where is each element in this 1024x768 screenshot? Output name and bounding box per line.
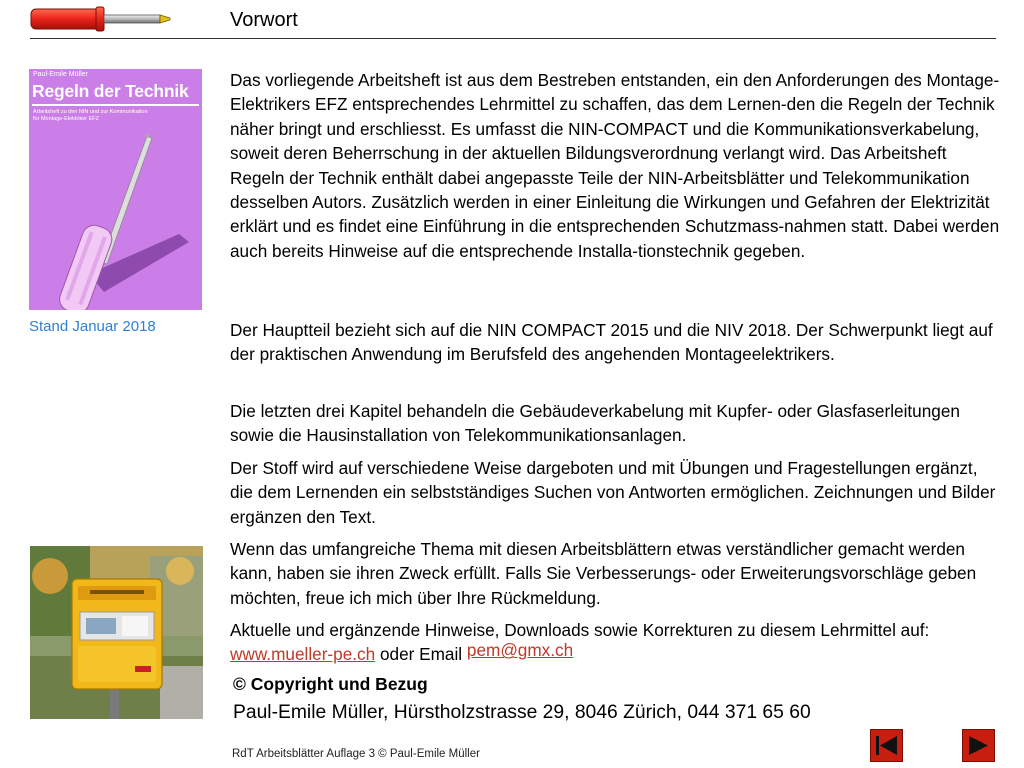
cover-subtitle-line1: Arbeitsheft zu den NIN und zur Kommunikation <box>33 109 148 115</box>
next-page-button[interactable] <box>962 729 995 762</box>
footer-text: RdT Arbeitsblätter Auflage 3 © Paul-Emile Müller <box>232 748 480 760</box>
copyright-heading: © Copyright und Bezug <box>233 674 428 694</box>
cover-screwdriver-icon <box>29 124 202 310</box>
paragraph-downloads <box>230 618 1000 667</box>
first-page-button[interactable] <box>870 729 903 762</box>
stand-date-label: Stand Januar 2018 <box>29 318 156 335</box>
paragraph-intro: Das vorliegende Arbeitsheft ist aus dem Bestreben entstanden, ein den Anforderungen des Montage-Elektrikers EFZ entsprechendes Lehrmittel zu schaffen, das dem Lernen-den die Regeln der Technik näher bringt und erschliesst. Es umfasst die NIN-COMPACT und die Kommunikationsverkabelung, soweit deren Beherrschung in der aktuellen Bildungsverordnung verlangt wird. Das Arbeitsheft Regeln der Technik enthält dabei angepasste Teile der NIN-Arbeitsblätter und Telekommunikation desselben Autors. Zusätzlich werden in einer Einleitung die Wirkungen und Gefahren der Elektrizität erklärt und es findet eine Einführung in die entsprechenden Schutzmass-nahmen statt. Dabei werden auch bereits Hinweise auf die entsprechende Installa-tionstechnik gegeben. <box>230 70 1000 261</box>
first-page-icon <box>870 729 903 762</box>
paragraph-main-part: Der Hauptteil bezieht sich auf die NIN COMPACT 2015 und die NIV 2018. Der Schwerpunkt liegt auf der praktischen Anwendung im Berufsfeld des angehenden Montageelektrikers. <box>230 320 993 365</box>
paragraph-feedback: Wenn das umfangreiche Thema mit diesen Arbeitsblättern etwas verständlicher gemacht werden kann, haben sie ihren Zweck erfüllt. Falls Sie Verbesserungs- oder Erweiterungsvorschläge geben möchten, freue ich mich über Ihre Rückmeldung. <box>230 539 977 608</box>
website-link[interactable]: www.mueller-pe.ch <box>230 644 376 665</box>
screwdriver-icon <box>30 6 172 32</box>
cover-subtitle <box>33 109 198 123</box>
email-link[interactable]: pem@gmx.ch <box>466 640 574 661</box>
paragraph-material: Der Stoff wird auf verschiedene Weise dargeboten und mit Übungen und Fragestellungen ergänzt, die dem Lernenden ein selbstständiges Suchen von Antworten ermöglichen. Zeichnungen und Bilder ergänzen den Text. <box>230 458 996 527</box>
cover-divider <box>32 104 199 106</box>
cover-author: Paul-Emile Müller <box>33 71 88 78</box>
book-cover-image <box>29 69 202 310</box>
next-page-icon <box>962 729 995 762</box>
cover-subtitle-line2: für Montage-Elektriker EFZ <box>33 116 100 122</box>
page-title: Vorwort <box>230 9 298 31</box>
address-line: Paul-Emile Müller, Hürstholzstrasse 29, 8046 Zürich, 044 371 65 60 <box>233 702 811 723</box>
cover-title: Regeln der Technik <box>32 81 189 101</box>
paragraph-last-chapters: Die letzten drei Kapitel behandeln die Gebäudeverkabelung mit Kupfer- oder Glasfaserleitungen sowie die Hausinstallation von Telekommunikationsanlagen. <box>230 401 960 446</box>
mailbox-photo <box>30 546 203 719</box>
downloads-text: Aktuelle und ergänzende Hinweise, Downloads sowie Korrekturen zu diesem Lehrmittel auf: <box>230 620 930 640</box>
header-divider <box>30 38 996 39</box>
downloads-text-middle: oder Email <box>375 644 467 665</box>
